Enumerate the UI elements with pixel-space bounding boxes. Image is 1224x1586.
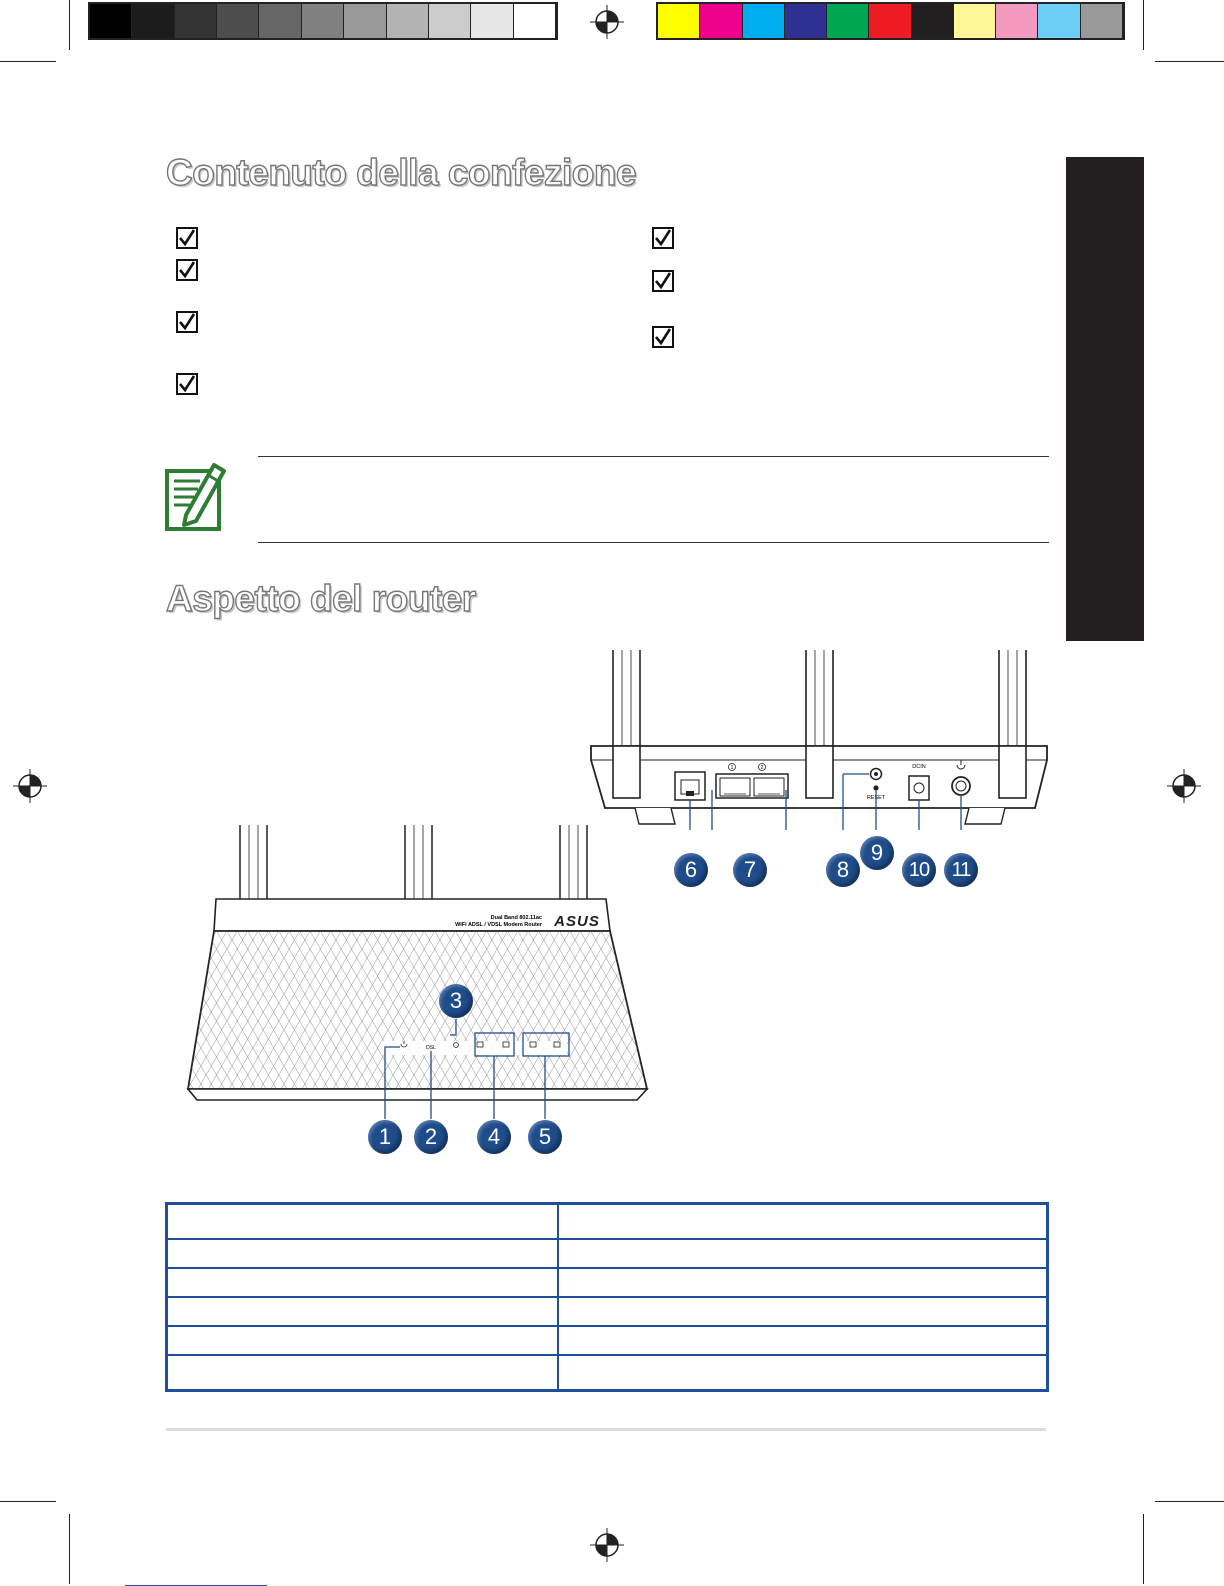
color-swatch — [827, 4, 869, 38]
table-cell — [167, 1239, 559, 1268]
table-row — [167, 1268, 1048, 1297]
checkbox-checked-icon — [652, 270, 674, 292]
table-cell — [167, 1297, 559, 1326]
color-swatch — [1038, 4, 1080, 38]
color-swatch — [90, 4, 132, 38]
color-swatch — [471, 4, 513, 38]
callout-5: 5 — [528, 1120, 562, 1154]
callout-1: 1 — [368, 1120, 402, 1154]
table-row — [167, 1297, 1048, 1326]
callout-8: 8 — [826, 853, 860, 887]
color-swatch — [259, 4, 301, 38]
color-swatch — [785, 4, 827, 38]
table-row — [167, 1239, 1048, 1268]
section-heading-contents: Contenuto della confezione — [166, 152, 637, 193]
table-cell — [167, 1326, 559, 1355]
callout-10: 10 — [902, 853, 936, 887]
router-front-diagram — [185, 823, 655, 1123]
crop-mark — [69, 0, 70, 50]
footer-rule — [166, 1428, 1046, 1431]
checkbox-checked-icon — [652, 227, 674, 249]
crop-mark — [1143, 1514, 1144, 1584]
model-line-2: WiFi ADSL / VDSL Modem Router — [455, 922, 542, 928]
table-cell — [558, 1355, 1048, 1391]
checkbox-checked-icon — [176, 311, 198, 333]
router-back-diagram — [585, 648, 1055, 830]
spec-table — [165, 1202, 1049, 1392]
note-bottom-rule — [258, 542, 1049, 543]
callout-7: 7 — [733, 853, 767, 887]
crop-mark — [0, 1501, 56, 1502]
table-row — [167, 1355, 1048, 1391]
callout-4: 4 — [477, 1120, 511, 1154]
asus-logo: ASUS — [554, 913, 600, 930]
registration-mark-icon — [1167, 769, 1201, 803]
note-top-rule — [258, 456, 1049, 457]
model-line-1: Dual Band 802.11ac — [490, 915, 542, 921]
color-swatch — [869, 4, 911, 38]
crop-mark — [1143, 0, 1144, 50]
lan1-label: 1 — [730, 765, 734, 771]
process-color-bar — [656, 2, 1125, 40]
color-swatch — [302, 4, 344, 38]
checkbox-checked-icon — [652, 326, 674, 348]
dcin-label: DCIN — [912, 764, 926, 770]
checkbox-checked-icon — [176, 373, 198, 395]
callout-3: 3 — [439, 984, 473, 1018]
lan2-label: 2 — [760, 765, 764, 771]
color-swatch — [429, 4, 471, 38]
crop-mark — [69, 1514, 70, 1584]
callout-9: 9 — [860, 836, 894, 870]
registration-mark-icon — [590, 5, 624, 39]
registration-mark-icon — [590, 1528, 624, 1562]
callout-11: 11 — [944, 853, 978, 887]
color-swatch — [217, 4, 259, 38]
color-swatch — [514, 4, 556, 38]
reset-label: RESET — [866, 795, 886, 801]
section-heading-appearance: Aspetto del router — [166, 578, 476, 619]
color-swatch — [175, 4, 217, 38]
color-swatch — [344, 4, 386, 38]
registration-mark-icon — [13, 769, 47, 803]
color-swatch — [743, 4, 785, 38]
callout-6: 6 — [674, 853, 708, 887]
table-cell — [558, 1239, 1048, 1268]
color-swatch — [658, 4, 700, 38]
language-side-tab — [1066, 157, 1144, 641]
color-swatch — [387, 4, 429, 38]
crop-mark — [1155, 61, 1224, 62]
crop-mark — [0, 61, 56, 62]
table-row — [167, 1326, 1048, 1355]
color-swatch — [700, 4, 742, 38]
table-cell — [167, 1355, 559, 1391]
dsl-led-label: DSL — [426, 1045, 436, 1051]
checkbox-checked-icon — [176, 259, 198, 281]
table-cell — [558, 1326, 1048, 1355]
grayscale-color-bar — [88, 2, 558, 40]
table-cell — [558, 1268, 1048, 1297]
table-cell — [558, 1204, 1048, 1240]
color-swatch — [912, 4, 954, 38]
callout-2: 2 — [414, 1120, 448, 1154]
table-cell — [167, 1204, 559, 1240]
table-cell — [558, 1297, 1048, 1326]
checkbox-checked-icon — [176, 227, 198, 249]
note-pencil-icon — [164, 459, 228, 533]
crop-mark — [1155, 1501, 1224, 1502]
table-row — [167, 1204, 1048, 1240]
color-swatch — [132, 4, 174, 38]
color-swatch — [954, 4, 996, 38]
color-swatch — [996, 4, 1038, 38]
table-cell — [167, 1268, 559, 1297]
color-swatch — [1081, 4, 1123, 38]
